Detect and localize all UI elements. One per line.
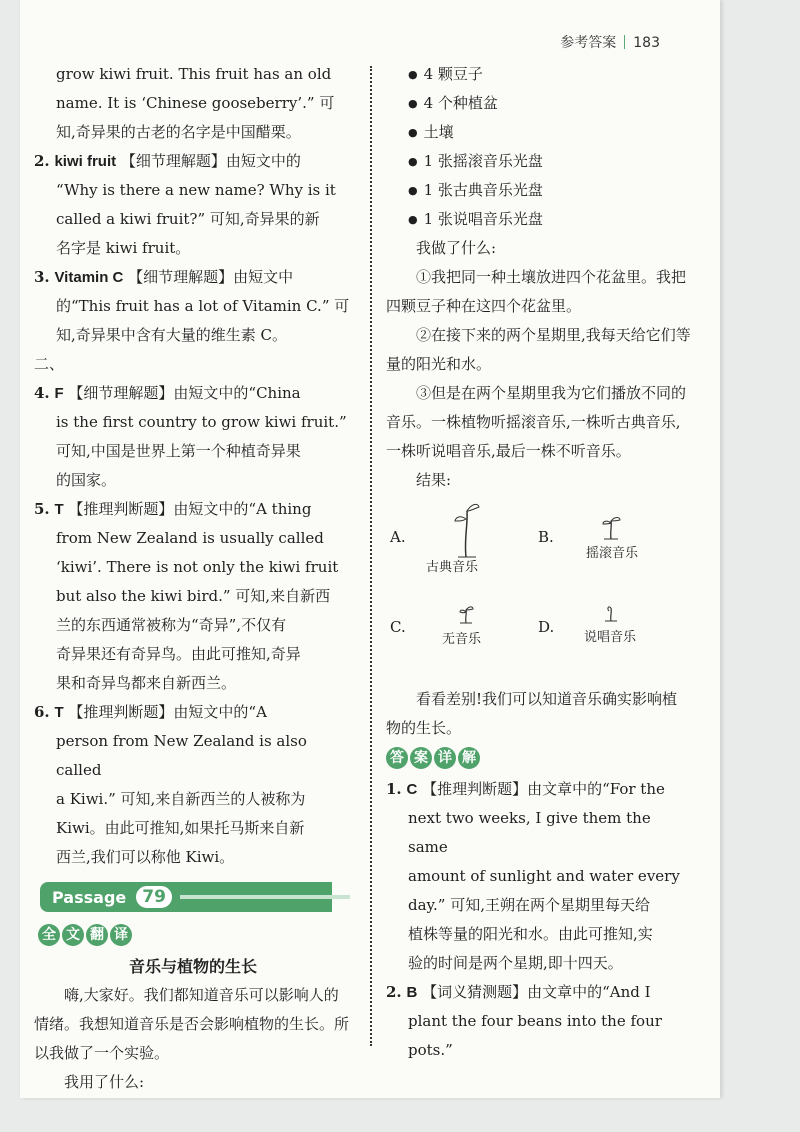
item-line: “Why is there a new name? Why is it: [56, 181, 336, 199]
tag-char: 文: [62, 924, 84, 946]
translation-title: 音乐与植物的生长: [128, 957, 257, 976]
item-line: 【推理判断题】由短文中的“A: [68, 703, 267, 721]
item-line: from New Zealand is usually called: [56, 529, 324, 547]
item-line: 西兰,我们可以称他 Kiwi。: [56, 848, 235, 866]
tag-char: 详: [434, 747, 456, 769]
material-item: ● 1 张说唱音乐光盘: [386, 205, 692, 234]
item-number: 2.: [34, 152, 50, 170]
results-heading: 结果:: [416, 471, 452, 489]
item-line: 【细节理解题】由短文中: [128, 268, 294, 286]
item-line: amount of sunlight and water every: [408, 867, 680, 885]
item-number: 5.: [34, 500, 50, 518]
intro-line: grow kiwi fruit. This fruit has an old: [56, 65, 332, 83]
result-label: 无音乐: [442, 632, 482, 647]
plant-tall-icon: [446, 499, 486, 559]
tag-char: 全: [38, 924, 60, 946]
item-line: is the first country to grow kiwi fruit.”: [56, 413, 347, 431]
page: [20, 0, 720, 1098]
item-answer: kiwi fruit: [54, 153, 117, 170]
material-item: ● 1 张摇滚音乐光盘: [386, 147, 692, 176]
answer-item-2: [34, 147, 352, 263]
item-line: 验的时间是两个星期,即十四天。: [408, 954, 623, 972]
item-line: day.” 可知,王朔在两个星期里每天给: [408, 896, 651, 914]
item-line: person from New Zealand is also called: [56, 732, 307, 779]
result-letter: A.: [390, 528, 406, 546]
tag-char: 答: [386, 747, 408, 769]
item-answer: F: [54, 385, 64, 402]
item-line: next two weeks, I give them the same: [408, 809, 651, 856]
item-line: 知,奇异果中含有大量的维生素 C。: [56, 326, 288, 344]
tag-char: 译: [110, 924, 132, 946]
item-line: 【推理判断题】由文章中的“For the: [422, 780, 665, 798]
item-number: 6.: [34, 703, 50, 721]
item-line: called a kiwi fruit?” 可知,奇异果的新: [56, 210, 320, 228]
translation-tag: [38, 924, 352, 946]
passage-bar: [180, 895, 350, 899]
item-line: 名字是 kiwi fruit。: [56, 239, 191, 257]
section-two-heading: 二、: [34, 355, 65, 373]
item-line: but also the kiwi bird.” 可知,来自新西: [56, 587, 331, 605]
step-paragraph: ③但是在两个星期里我为它们播放不同的音乐。一株植物听摇滚音乐,一株听古典音乐,一株听说唱音乐,最后一株不听音乐。: [386, 384, 687, 460]
item-line: 【细节理解题】由短文中的“China: [68, 384, 301, 402]
item-line: 果和奇异鸟都来自新西兰。: [56, 674, 237, 692]
result-label: 说唱音乐: [584, 630, 637, 645]
item-line: 可知,中国是世界上第一个种植奇异果: [56, 442, 301, 460]
tag-char: 翻: [86, 924, 108, 946]
passage-label: Passage: [52, 887, 127, 907]
item-line: plant the four beans into the four pots.”: [408, 1012, 662, 1059]
answer-item-5: [34, 495, 352, 698]
tag-char: 案: [410, 747, 432, 769]
item-line: 植株等量的阳光和水。由此可推知,实: [408, 925, 653, 943]
header-separator: [624, 35, 625, 49]
item-number: 4.: [34, 384, 50, 402]
result-label: 摇滚音乐: [586, 546, 639, 561]
plant-tiny-icon: [600, 601, 622, 623]
plant-small-icon: [454, 601, 478, 625]
result-letter: B.: [538, 528, 554, 546]
item-line: 【推理判断题】由短文中的“A thing: [68, 500, 312, 518]
answer-item-4: [34, 379, 352, 495]
item-number: 1.: [386, 780, 402, 798]
explanation-tag: [386, 747, 692, 769]
material-item: ● 土壤: [386, 118, 692, 147]
item-number: 3.: [34, 268, 50, 286]
item-line: 奇异果还有奇异鸟。由此可推知,奇异: [56, 645, 301, 663]
page-number: 183: [633, 35, 660, 51]
page-header: [560, 32, 660, 52]
step-paragraph: ①我把同一种土壤放进四个花盆里。我把四颗豆子种在这四个花盆里。: [386, 268, 687, 315]
item-line: 【细节理解题】由短文中的: [120, 152, 301, 170]
results-figure: [386, 495, 692, 685]
item-line: ‘kiwi’. There is not only the kiwi fruit: [56, 558, 339, 576]
result-letter: C.: [390, 618, 406, 636]
intro-line: name. It is ‘Chinese gooseberry’.” 可: [56, 94, 335, 112]
left-column: [34, 60, 352, 1097]
right-column: [370, 60, 692, 1065]
item-answer: B: [406, 984, 418, 1001]
result-label: 古典音乐: [426, 560, 479, 575]
item-line: 的国家。: [56, 471, 117, 489]
step-paragraph: ②在接下来的两个星期里,我每天给它们等量的阳光和水。: [386, 326, 691, 373]
item-number: 2.: [386, 983, 402, 1001]
item-line: 的“This fruit has a lot of Vitamin C.” 可: [56, 297, 350, 315]
translation-paragraph: 我用了什么:: [64, 1073, 145, 1091]
passage-number: 79: [134, 884, 174, 910]
item-answer: T: [54, 501, 64, 518]
tag-char: 解: [458, 747, 480, 769]
intro-line: 知,奇异果的古老的名字是中国醋栗。: [56, 123, 301, 141]
item-line: 【词义猜测题】由文章中的“And I: [422, 983, 651, 1001]
item-answer: C: [406, 781, 418, 798]
material-item: ● 4 颗豆子: [386, 60, 692, 89]
result-letter: D.: [538, 618, 555, 636]
item-line: 兰的东西通常被称为“奇异”,不仅有: [56, 616, 287, 634]
explain-item-2: [386, 978, 692, 1065]
material-item: ● 4 个种植盆: [386, 89, 692, 118]
what-did-heading: 我做了什么:: [416, 239, 497, 257]
material-item: ● 1 张古典音乐光盘: [386, 176, 692, 205]
explain-item-1: [386, 775, 692, 978]
item-answer: Vitamin C: [54, 269, 124, 286]
translation-paragraph: 嗨,大家好。我们都知道音乐可以影响人的情绪。我想知道音乐是否会影响植物的生长。所以我做了一个实验。: [34, 986, 350, 1062]
conclusion-paragraph: 看看差别!我们可以知道音乐确实影响植物的生长。: [386, 690, 678, 737]
plant-short-icon: [598, 513, 624, 541]
header-section: 参考答案: [560, 35, 617, 51]
item-line: a Kiwi.” 可知,来自新西兰的人被称为: [56, 790, 306, 808]
passage-banner: [40, 882, 332, 912]
item-line: Kiwi。由此可推知,如果托马斯来自新: [56, 819, 305, 837]
answer-item-3: [34, 263, 352, 350]
item-answer: T: [54, 704, 64, 721]
answer-item-6: [34, 698, 352, 872]
